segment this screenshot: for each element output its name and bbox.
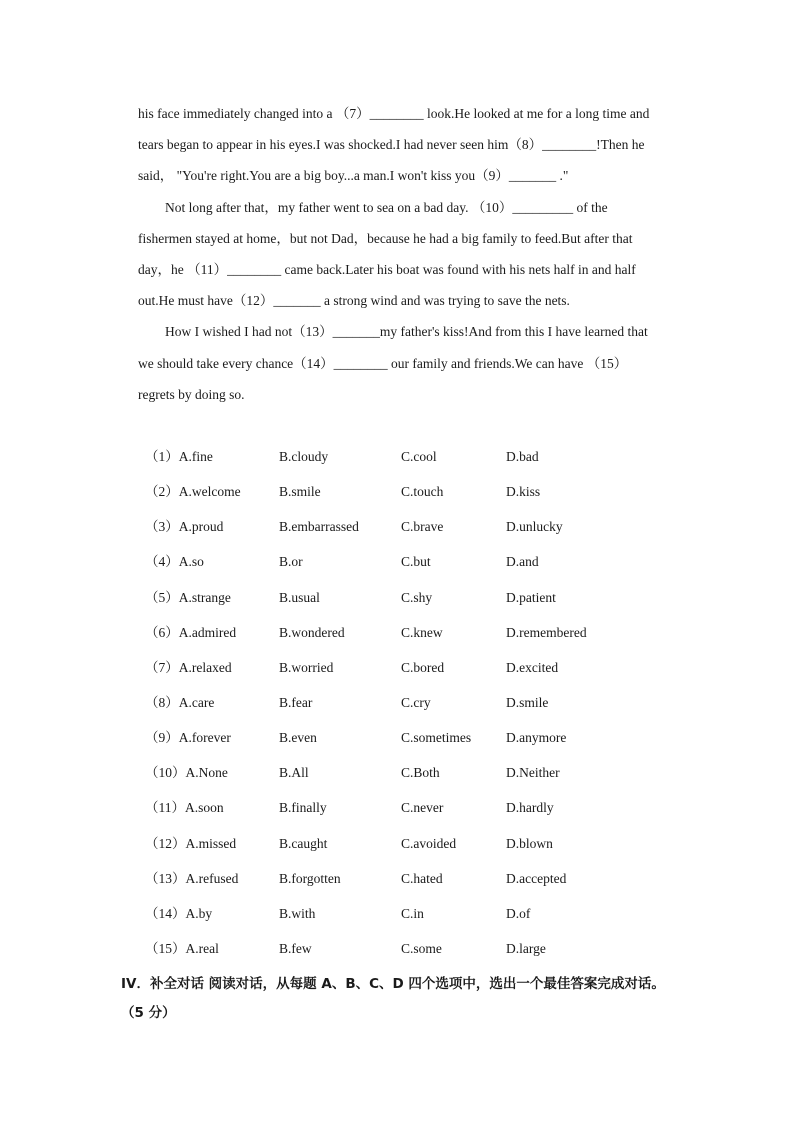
option-c: C.bored: [401, 659, 445, 675]
option-a: （2）A.welcome: [145, 484, 241, 500]
section-score: （5 分）: [121, 1005, 176, 1021]
option-row: [145, 934, 705, 969]
option-b: B.worried: [279, 659, 334, 675]
option-row: [145, 688, 705, 723]
option-a: （3）A.proud: [145, 519, 224, 535]
option-d: D.large: [506, 940, 546, 956]
paragraph-3: [138, 316, 675, 410]
option-d: D.Neither: [506, 765, 560, 781]
option-c: C.avoided: [401, 835, 457, 851]
option-c: C.some: [401, 940, 442, 956]
option-row: [145, 547, 705, 582]
option-a: （12）A.missed: [145, 835, 237, 851]
option-c: C.shy: [401, 589, 433, 605]
option-a: （9）A.forever: [145, 730, 231, 746]
option-row: [145, 618, 705, 653]
section-title: IV．补全对话 阅读对话，从每题 A、B、C、D 四个选项中，选出一个最佳答案完成对话。: [121, 976, 665, 992]
option-d: D.smile: [506, 694, 549, 710]
passage-line: tears began to appear in his eyes.I was shocked.I had never seen him（8）________!Then he: [138, 137, 645, 153]
option-a: （4）A.so: [145, 554, 204, 570]
option-d: D.patient: [506, 589, 556, 605]
passage-line: his face immediately changed into a （7）________ look.He looked at me for a long time and: [138, 106, 650, 121]
paragraph-2: [138, 192, 675, 317]
option-b: B.embarrassed: [279, 519, 359, 535]
option-row: [145, 723, 705, 758]
option-c: C.brave: [401, 519, 444, 535]
option-c: C.never: [401, 800, 444, 816]
option-d: D.accepted: [506, 870, 567, 886]
option-row: [145, 758, 705, 793]
option-b: B.usual: [279, 589, 320, 605]
option-d: D.and: [506, 554, 539, 570]
passage-line: How I wished I had not（13）_______my father's kiss!And from this I have learned that: [165, 324, 648, 340]
passage-line: out.He must have（12）_______ a strong wind and was trying to save the nets.: [138, 293, 570, 309]
option-b: B.forgotten: [279, 870, 341, 886]
option-a: （8）A.care: [145, 694, 215, 710]
paragraph-1: [138, 98, 675, 192]
option-d: D.kiss: [506, 484, 541, 500]
passage-line: we should take every chance（14）________ our family and friends.We can have （15）: [138, 355, 628, 371]
option-b: B.finally: [279, 800, 327, 816]
option-c: C.hated: [401, 870, 443, 886]
option-d: D.remembered: [506, 624, 587, 640]
option-b: B.caught: [279, 835, 328, 851]
option-d: D.excited: [506, 659, 559, 675]
option-a: （15）A.real: [145, 940, 219, 956]
option-row: [145, 899, 705, 934]
option-c: C.cool: [401, 449, 437, 464]
option-b: B.All: [279, 765, 309, 781]
option-c: C.but: [401, 554, 431, 570]
option-b: B.fear: [279, 694, 313, 710]
option-c: C.in: [401, 905, 424, 921]
option-d: D.unlucky: [506, 519, 563, 535]
option-a: （13）A.refused: [145, 870, 239, 886]
option-b: B.with: [279, 905, 316, 921]
option-c: C.sometimes: [401, 730, 472, 746]
option-a: （11）A.soon: [145, 800, 224, 816]
option-row: [145, 512, 705, 547]
option-row: [145, 793, 705, 828]
option-d: D.hardly: [506, 800, 554, 816]
option-c: C.knew: [401, 624, 443, 640]
option-row: [145, 583, 705, 618]
passage-line: fishermen stayed at home，but not Dad，because he had a big family to feed.But after that: [138, 230, 633, 246]
option-a: （6）A.admired: [145, 624, 237, 640]
option-b: B.few: [279, 940, 312, 956]
option-a: （7）A.relaxed: [145, 659, 232, 675]
passage-line: Not long after that，my father went to sea on a bad day. （10）_________ of the: [165, 199, 608, 215]
option-row: [145, 864, 705, 899]
option-c: C.cry: [401, 694, 431, 710]
option-a: （1）A.fine: [145, 449, 213, 464]
option-b: B.smile: [279, 484, 321, 500]
answer-options: [145, 442, 705, 969]
option-d: D.anymore: [506, 730, 567, 746]
option-b: B.even: [279, 730, 317, 746]
option-b: B.cloudy: [279, 449, 329, 464]
option-b: B.or: [279, 554, 303, 570]
option-a: （5）A.strange: [145, 589, 231, 605]
option-a: （14）A.by: [145, 905, 213, 921]
cloze-passage: [138, 98, 675, 410]
passage-line: regrets by doing so.: [138, 386, 245, 402]
option-d: D.bad: [506, 449, 539, 464]
option-c: C.touch: [401, 484, 444, 500]
option-row: [145, 442, 705, 477]
passage-line: said， "You're right.You are a big boy...a man.I won't kiss you（9）_______ .": [138, 168, 569, 184]
section-heading: [121, 970, 721, 1028]
option-row: [145, 829, 705, 864]
option-c: C.Both: [401, 765, 440, 781]
option-d: D.blown: [506, 835, 553, 851]
option-d: D.of: [506, 905, 531, 921]
option-row: [145, 477, 705, 512]
option-b: B.wondered: [279, 624, 345, 640]
option-row: [145, 653, 705, 688]
passage-line: day，he （11）________ came back.Later his boat was found with his nets half in and half: [138, 262, 636, 278]
option-a: （10）A.None: [145, 765, 228, 781]
